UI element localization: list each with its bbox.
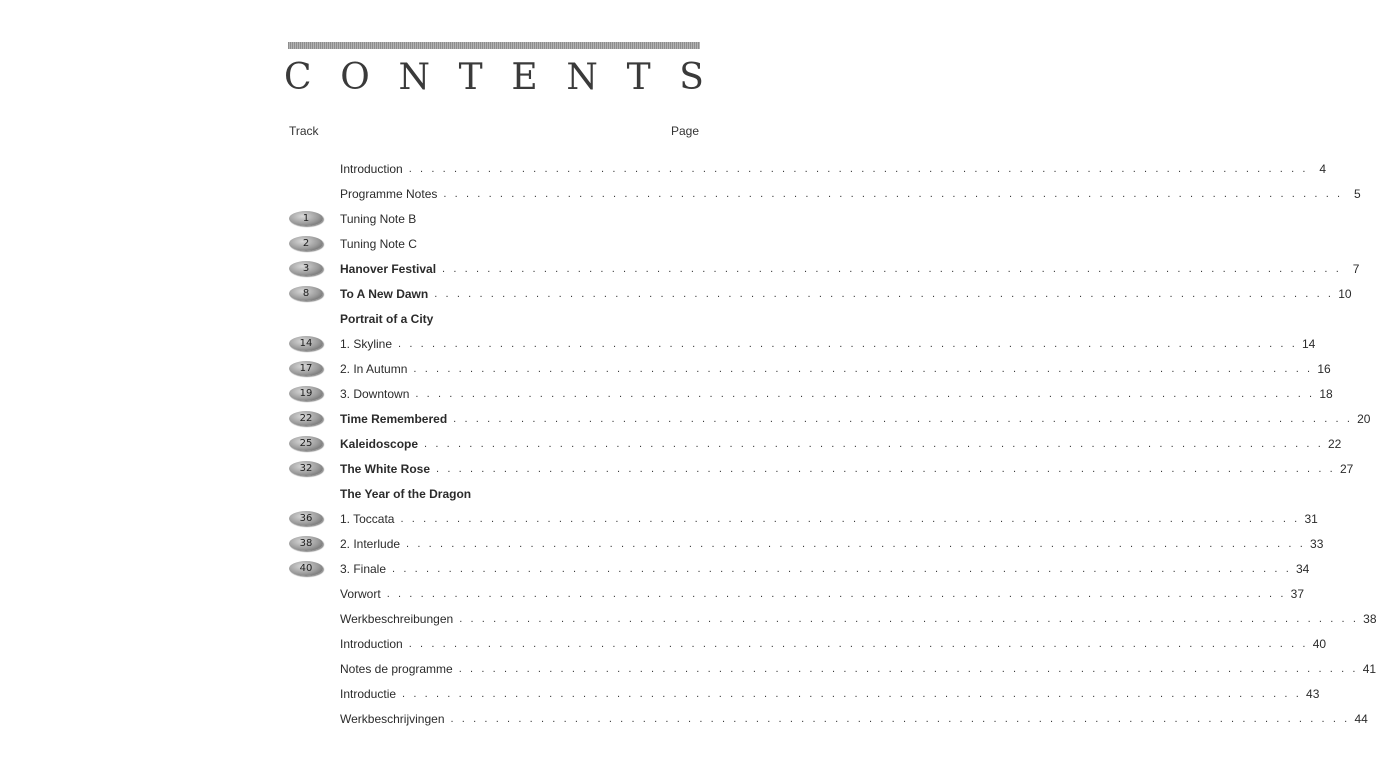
dot-leader: . . . . . . . . . . . . . . . . . . . . . . . . . . . . . . . . . . . . . . . . . . . . . . . . . . . . . . . . . . . . . . . . . . . . . . . . . . . . . . . . xyxy=(415,387,1315,400)
title-letter: C xyxy=(284,57,312,98)
toc-entry xyxy=(288,556,1310,581)
toc-entry-title: Kaleidoscope xyxy=(340,436,419,451)
toc-entry xyxy=(288,506,1318,531)
toc-entry xyxy=(288,256,1360,281)
page-number: 22 xyxy=(1328,436,1342,451)
track-number-badge: 32 xyxy=(289,461,323,476)
toc-entry-line xyxy=(340,306,700,331)
toc-entry-title: 1. Toccata xyxy=(340,511,395,526)
dot-leader: . . . . . . . . . . . . . . . . . . . . . . . . . . . . . . . . . . . . . . . . . . . . . . . . . . . . . . . . . . . . . . . . . . . . . . . . . . . . . . . . xyxy=(424,437,1324,450)
title-letter: E xyxy=(511,57,538,98)
toc-entry-line xyxy=(340,356,1331,381)
dot-leader: . . . . . . . . . . . . . . . . . . . . . . . . . . . . . . . . . . . . . . . . . . . . . . . . . . . . . . . . . . . . . . . . . . . . . . . . . . . . . . . . xyxy=(436,462,1336,475)
dot-leader: . . . . . . . . . . . . . . . . . . . . . . . . . . . . . . . . . . . . . . . . . . . . . . . . . . . . . . . . . . . . . . . . . . . . . . . . . . . . . . . . xyxy=(400,512,1300,525)
toc-entry-line xyxy=(340,631,1327,656)
page-number: 10 xyxy=(1338,286,1352,301)
track-number-badge: 1 xyxy=(289,211,323,226)
page-number: 40 xyxy=(1312,636,1327,651)
page-number: 37 xyxy=(1290,586,1305,601)
toc-entry xyxy=(288,181,1361,206)
toc-entry-title: Tuning Note B xyxy=(340,211,417,226)
page-number: 41 xyxy=(1362,661,1377,676)
dot-leader: . . . . . . . . . . . . . . . . . . . . . . . . . . . . . . . . . . . . . . . . . . . . . . . . . . . . . . . . . . . . . . . . . . . . . . . . . . . . . . . . xyxy=(408,637,1309,650)
toc-entry-line xyxy=(340,606,1377,631)
title-letter: T xyxy=(458,57,483,98)
toc-entry xyxy=(288,231,700,256)
page-number: 34 xyxy=(1296,561,1310,576)
toc-entry-title: Programme Notes xyxy=(340,186,438,201)
page-title xyxy=(284,58,704,98)
track-number-badge: 2 xyxy=(289,236,323,251)
toc-entry xyxy=(288,356,1331,381)
dot-leader: . . . . . . . . . . . . . . . . . . . . . . . . . . . . . . . . . . . . . . . . . . . . . . . . . . . . . . . . . . . . . . . . . . . . . . . . . . . . . . . . xyxy=(434,287,1334,300)
dot-leader: . . . . . . . . . . . . . . . . . . . . . . . . . . . . . . . . . . . . . . . . . . . . . . . . . . . . . . . . . . . . . . . . . . . . . . . . . . . . . . . . xyxy=(459,612,1359,625)
toc-entry-title: 2. In Autumn xyxy=(340,361,408,376)
toc-entry-line xyxy=(340,531,1324,556)
track-number-badge: 36 xyxy=(289,511,323,526)
track-number-badge: 22 xyxy=(289,411,323,426)
dot-leader: . . . . . . . . . . . . . . . . . . . . . . . . . . . . . . . . . . . . . . . . . . . . . . . . . . . . . . . . . . . . . . . . . . . . . . . . . . . . . . . . xyxy=(386,587,1287,600)
toc-entry-title: Werkbeschrijvingen xyxy=(340,711,445,726)
page-number: 14 xyxy=(1302,336,1316,351)
page-number: 33 xyxy=(1310,536,1324,551)
track-number-badge: 14 xyxy=(289,336,323,351)
toc-entry xyxy=(288,381,1333,406)
track-number-badge: 3 xyxy=(289,261,323,276)
page-number: 27 xyxy=(1339,461,1354,476)
title-letter: T xyxy=(626,57,651,98)
track-number-badge: 38 xyxy=(289,536,323,551)
track-number-badge: 8 xyxy=(289,286,323,301)
toc-entry-line xyxy=(340,656,1377,681)
toc-entry xyxy=(288,481,700,506)
toc-entry-title: Hanover Festival xyxy=(340,261,437,276)
page-number: 44 xyxy=(1354,711,1368,726)
title-letter: S xyxy=(679,57,704,98)
toc-entry-title: Portrait of a City xyxy=(340,311,434,326)
toc-entry-line xyxy=(340,156,1327,181)
title-letter: N xyxy=(566,57,598,98)
toc-entry-title: 1. Skyline xyxy=(340,336,393,351)
toc-entry xyxy=(288,206,700,231)
toc-entry-line xyxy=(340,681,1320,706)
toc-entry-title: Time Remembered xyxy=(340,411,448,426)
toc-entry-line xyxy=(340,231,700,256)
dot-leader: . . . . . . . . . . . . . . . . . . . . . . . . . . . . . . . . . . . . . . . . . . . . . . . . . . . . . . . . . . . . . . . . . . . . . . . . . . . . . . . . xyxy=(398,337,1298,350)
toc-entry-line xyxy=(340,581,1305,606)
page-number: 31 xyxy=(1304,511,1318,526)
toc-entry xyxy=(288,281,1352,306)
toc-entry xyxy=(288,531,1324,556)
toc-entry xyxy=(288,631,1327,656)
toc-entry xyxy=(288,656,1377,681)
toc-entry xyxy=(288,306,700,331)
page-number: 20 xyxy=(1357,411,1371,426)
dot-leader: . . . . . . . . . . . . . . . . . . . . . . . . . . . . . . . . . . . . . . . . . . . . . . . . . . . . . . . . . . . . . . . . . . . . . . . . . . . . . . . . xyxy=(453,412,1353,425)
toc-entry-title: 3. Finale xyxy=(340,561,387,576)
toc-entry-line xyxy=(340,256,1360,281)
title-letter: O xyxy=(340,57,370,98)
dot-leader: . . . . . . . . . . . . . . . . . . . . . . . . . . . . . . . . . . . . . . . . . . . . . . . . . . . . . . . . . . . . . . . . . . . . . . . . . . . . . . . . xyxy=(443,187,1343,200)
toc-list xyxy=(288,156,1377,731)
toc-entry xyxy=(288,156,1327,181)
toc-entry-line xyxy=(340,281,1352,306)
toc-entry-line xyxy=(340,556,1310,581)
page-number: 43 xyxy=(1306,686,1320,701)
page-number: 7 xyxy=(1352,261,1360,276)
dot-leader: . . . . . . . . . . . . . . . . . . . . . . . . . . . . . . . . . . . . . . . . . . . . . . . . . . . . . . . . . . . . . . . . . . . . . . . . . . . . . . . . xyxy=(402,687,1302,700)
toc-entry-title: The Year of the Dragon xyxy=(340,486,472,501)
toc-entry-line xyxy=(340,506,1318,531)
track-number-badge: 40 xyxy=(289,561,323,576)
header-rule xyxy=(288,42,700,49)
dot-leader: . . . . . . . . . . . . . . . . . . . . . . . . . . . . . . . . . . . . . . . . . . . . . . . . . . . . . . . . . . . . . . . . . . . . . . . . . . . . . . . . xyxy=(406,537,1306,550)
track-number-badge: 17 xyxy=(289,361,323,376)
toc-entry-line xyxy=(340,456,1354,481)
toc-entry-line xyxy=(340,406,1371,431)
track-number-badge: 19 xyxy=(289,386,323,401)
toc-entry xyxy=(288,606,1377,631)
dot-leader: . . . . . . . . . . . . . . . . . . . . . . . . . . . . . . . . . . . . . . . . . . . . . . . . . . . . . . . . . . . . . . . . . . . . . . . . . . . . . . . . xyxy=(442,262,1342,275)
page-column-header: Page xyxy=(670,124,699,138)
toc-entry xyxy=(288,456,1354,481)
toc-entry xyxy=(288,581,1305,606)
track-column-header: Track xyxy=(289,124,319,138)
toc-entry-title: The White Rose xyxy=(340,461,431,476)
toc-entry-title: Werkbeschreibungen xyxy=(340,611,454,626)
toc-entry-line xyxy=(340,431,1342,456)
toc-entry-line xyxy=(340,481,700,506)
toc-entry-title: Introduction xyxy=(340,636,403,651)
page-number: 16 xyxy=(1317,361,1331,376)
toc-entry-title: Introductie xyxy=(340,686,397,701)
page-number: 5 xyxy=(1354,186,1361,201)
toc-entry-title: Tuning Note C xyxy=(340,236,417,251)
toc-entry-title: 3. Downtown xyxy=(340,386,410,401)
dot-leader: . . . . . . . . . . . . . . . . . . . . . . . . . . . . . . . . . . . . . . . . . . . . . . . . . . . . . . . . . . . . . . . . . . . . . . . . . . . . . . . . xyxy=(408,162,1309,175)
track-number-badge: 25 xyxy=(289,436,323,451)
toc-entry xyxy=(288,706,1368,731)
page-number: 4 xyxy=(1319,161,1327,176)
toc-entry-line xyxy=(340,206,700,231)
toc-entry xyxy=(288,331,1316,356)
toc-entry xyxy=(288,431,1342,456)
page-number: 38 xyxy=(1363,611,1377,626)
dot-leader: . . . . . . . . . . . . . . . . . . . . . . . . . . . . . . . . . . . . . . . . . . . . . . . . . . . . . . . . . . . . . . . . . . . . . . . . . . . . . . . . xyxy=(413,362,1313,375)
title-letter: N xyxy=(398,57,430,98)
toc-entry-title: Vorwort xyxy=(340,586,381,601)
toc-entry-line xyxy=(340,181,1361,206)
toc-entry-title: Notes de programme xyxy=(340,661,453,676)
dot-leader: . . . . . . . . . . . . . . . . . . . . . . . . . . . . . . . . . . . . . . . . . . . . . . . . . . . . . . . . . . . . . . . . . . . . . . . . . . . . . . . . xyxy=(392,562,1292,575)
toc-entry-title: To A New Dawn xyxy=(340,286,429,301)
dot-leader: . . . . . . . . . . . . . . . . . . . . . . . . . . . . . . . . . . . . . . . . . . . . . . . . . . . . . . . . . . . . . . . . . . . . . . . . . . . . . . . . xyxy=(458,662,1359,675)
toc-entry-title: Introduction xyxy=(340,161,403,176)
toc-entry xyxy=(288,681,1320,706)
toc-entry-line xyxy=(340,331,1316,356)
toc-entry-line xyxy=(340,381,1333,406)
toc-entry-title: 2. Interlude xyxy=(340,536,401,551)
toc-entry xyxy=(288,406,1371,431)
page-number: 18 xyxy=(1319,386,1333,401)
toc-entry-line xyxy=(340,706,1368,731)
dot-leader: . . . . . . . . . . . . . . . . . . . . . . . . . . . . . . . . . . . . . . . . . . . . . . . . . . . . . . . . . . . . . . . . . . . . . . . . . . . . . . . . xyxy=(450,712,1350,725)
